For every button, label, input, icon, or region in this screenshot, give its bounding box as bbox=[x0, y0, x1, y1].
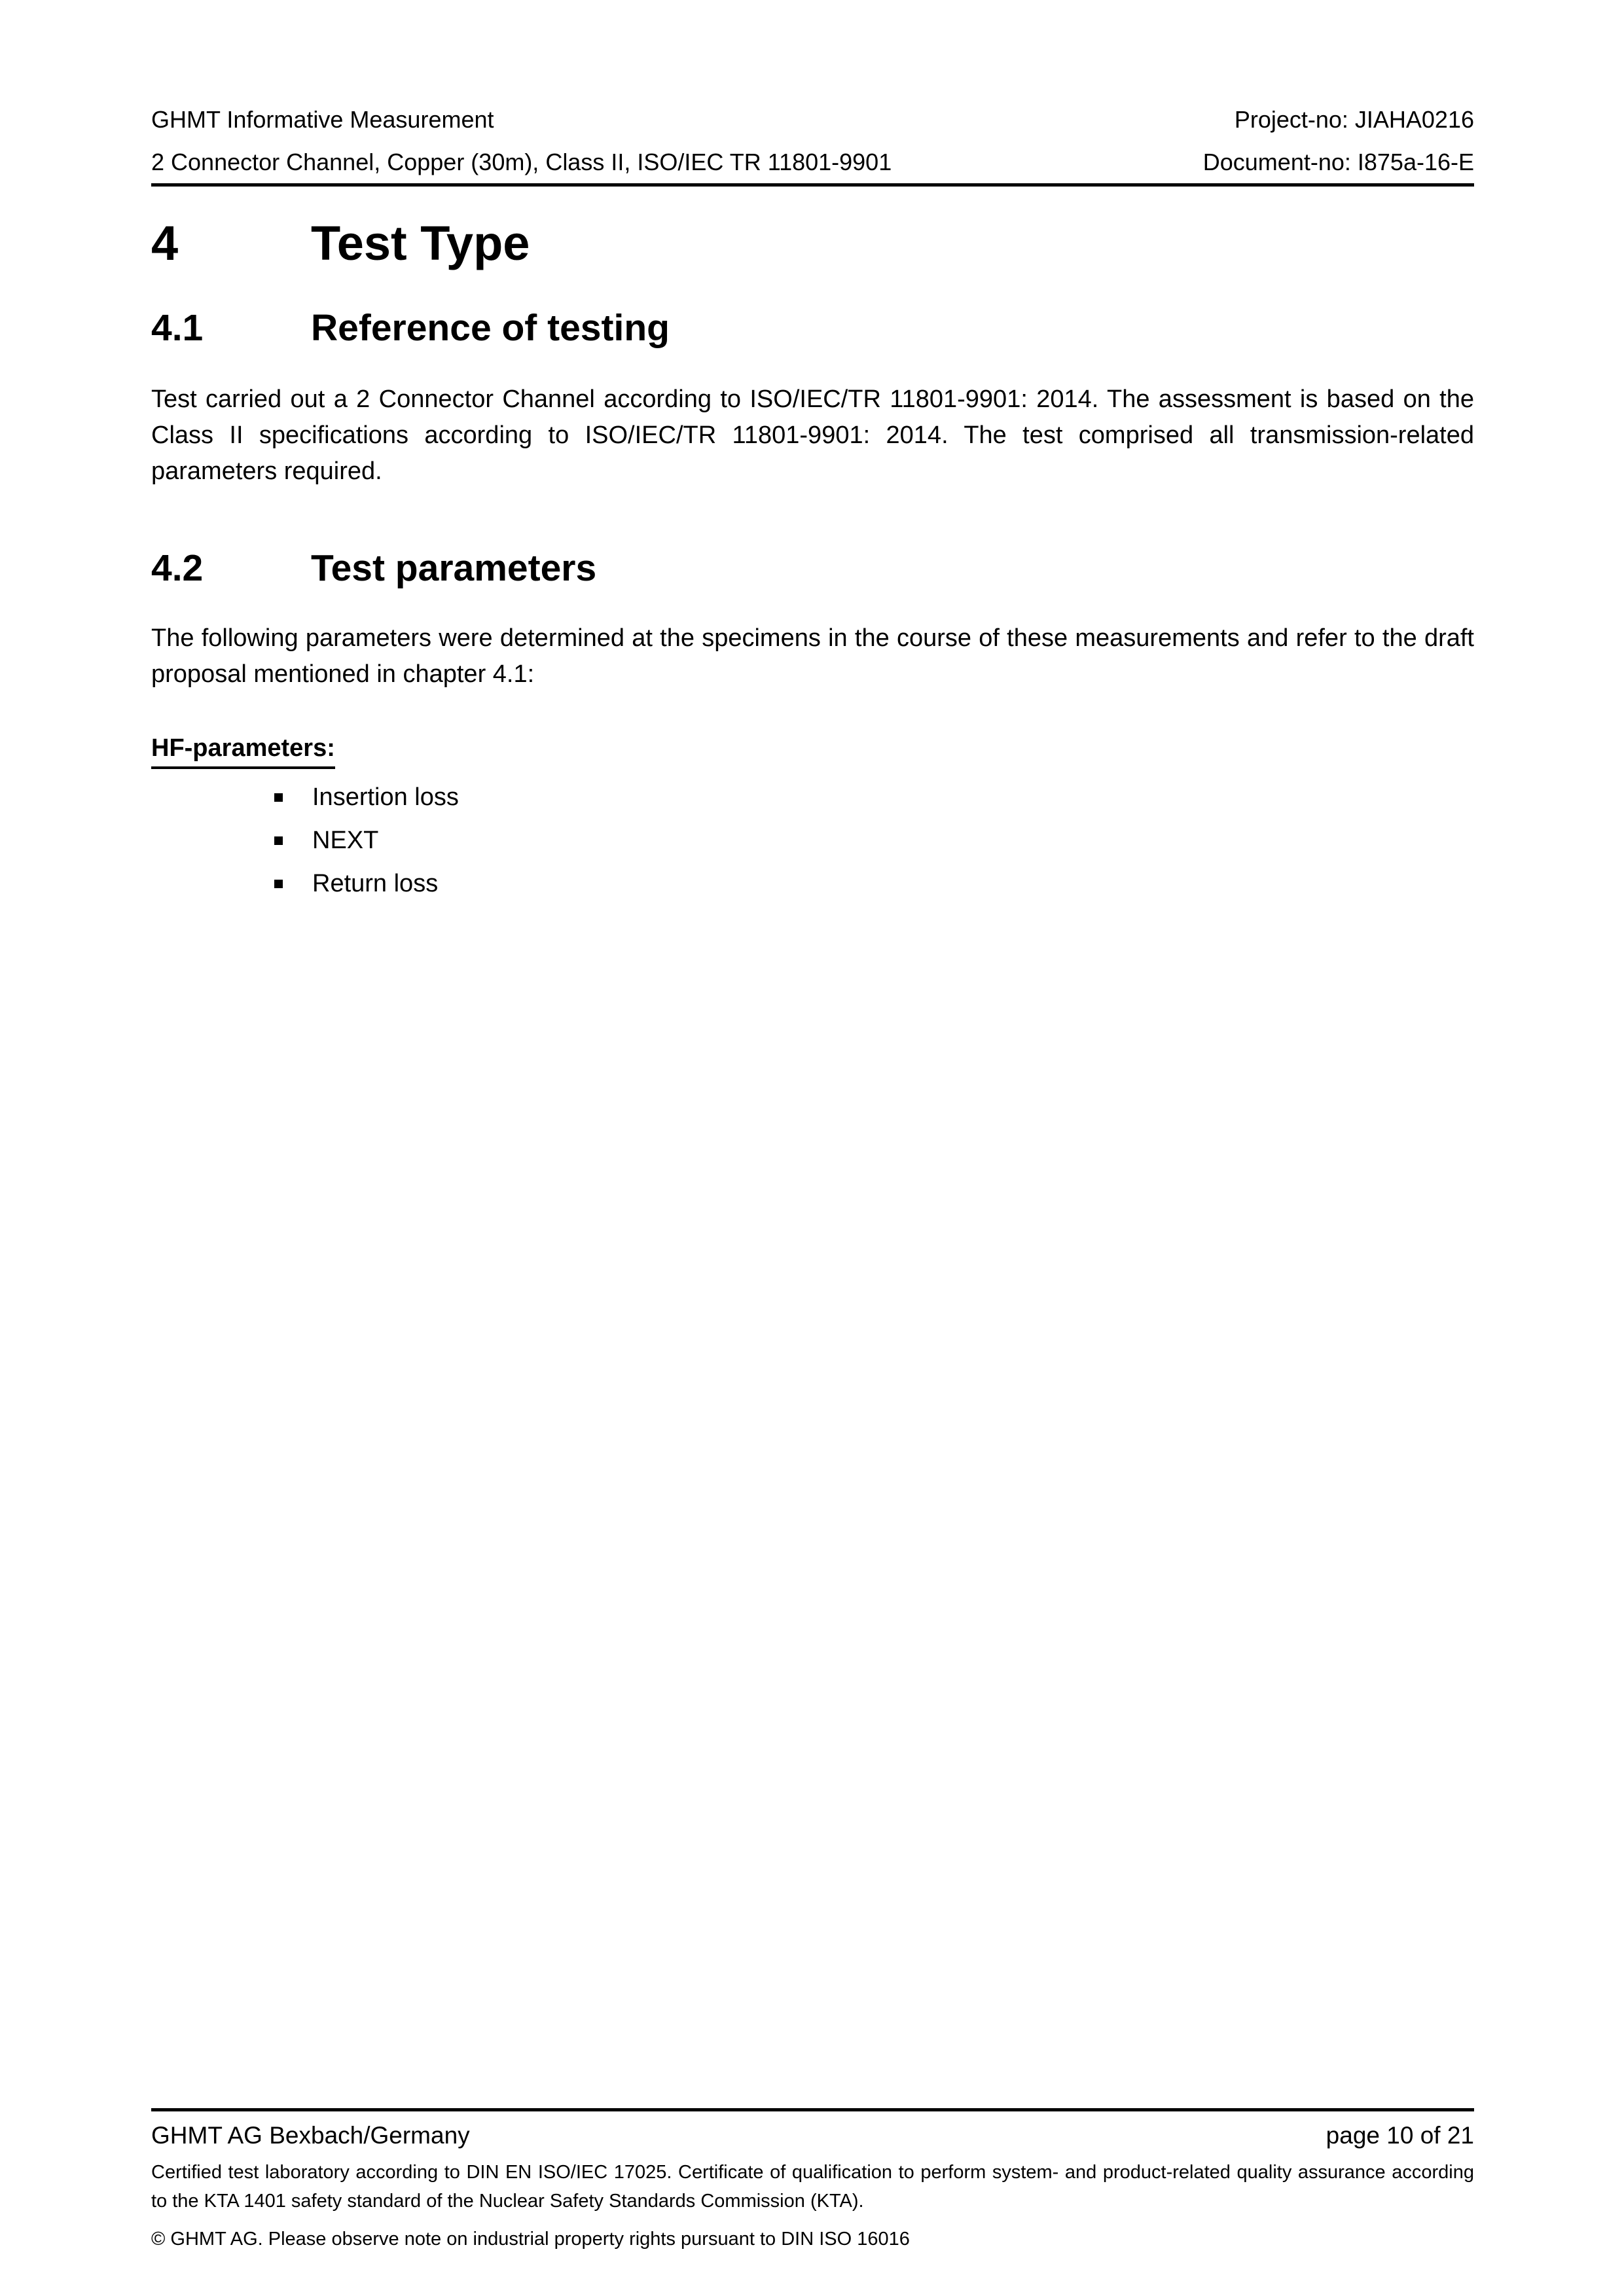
footer-page-number: page 10 of 21 bbox=[1326, 2122, 1474, 2149]
header-rule bbox=[151, 183, 1474, 187]
section-41-paragraph: Test carried out a 2 Connector Channel according to ISO/IEC/TR 11801-9901: 2014. The assessment is based on the Class II specifications according to ISO/IEC/TR 11801-9901: 2014. The test comprised all transmission-related parameters required. bbox=[151, 386, 1474, 485]
list-item-insertion-loss bbox=[274, 776, 1474, 819]
header-title: GHMT Informative Measurement bbox=[151, 106, 494, 133]
section-4-number: 4 bbox=[151, 216, 179, 270]
section-42-number: 4.2 bbox=[151, 547, 204, 589]
footer-certification-note: Certified test laboratory according to DIN EN ISO/IEC 17025. Certificate of qualification to perform system- and product-related quality assurance according to the KTA 1401 safety standard of the Nuclear Safety Standards Commission (KTA). bbox=[151, 2162, 1474, 2212]
bullet-square-icon bbox=[274, 880, 283, 888]
section-4-title: Test Type bbox=[311, 216, 530, 270]
section-42-title: Test parameters bbox=[311, 547, 597, 589]
footer-rule bbox=[151, 2108, 1474, 2111]
hf-parameters-list bbox=[151, 776, 1474, 905]
section-41-heading bbox=[151, 307, 1474, 349]
hf-parameters-label: HF-parameters: bbox=[151, 732, 335, 769]
header-row-1 bbox=[151, 98, 1474, 141]
list-item-next bbox=[274, 819, 1474, 862]
header-subtitle: 2 Connector Channel, Copper (30m), Class II, ISO/IEC TR 11801-9901 bbox=[151, 149, 892, 175]
footer-copyright-note: © GHMT AG. Please observe note on industrial property rights pursuant to DIN ISO 16016 bbox=[151, 2229, 910, 2250]
section-42-heading bbox=[151, 547, 1474, 589]
document-number: Document-no: I875a-16-E bbox=[1202, 149, 1474, 175]
page-footer bbox=[151, 2108, 1474, 2253]
section-42-paragraph: The following parameters were determined at the specimens in the course of these measurements and refer to the draft proposal mentioned in chapter 4.1: bbox=[151, 624, 1474, 688]
bullet-square-icon bbox=[274, 836, 283, 845]
list-item-label: Insertion loss bbox=[312, 783, 459, 811]
header-row-2 bbox=[151, 141, 1474, 183]
bullet-square-icon bbox=[274, 793, 283, 802]
list-item-return-loss bbox=[274, 862, 1474, 905]
footer-main-row bbox=[151, 2121, 1474, 2150]
footer-company: GHMT AG Bexbach/Germany bbox=[151, 2122, 470, 2149]
section-41-number: 4.1 bbox=[151, 307, 204, 349]
section-41-title: Reference of testing bbox=[311, 307, 670, 349]
project-number: Project-no: JIAHA0216 bbox=[1234, 106, 1474, 133]
page-header bbox=[151, 0, 1474, 187]
list-item-label: NEXT bbox=[312, 826, 379, 854]
section-4-heading bbox=[151, 217, 1474, 270]
list-item-label: Return loss bbox=[312, 869, 439, 897]
hf-parameters-heading bbox=[151, 732, 1474, 769]
